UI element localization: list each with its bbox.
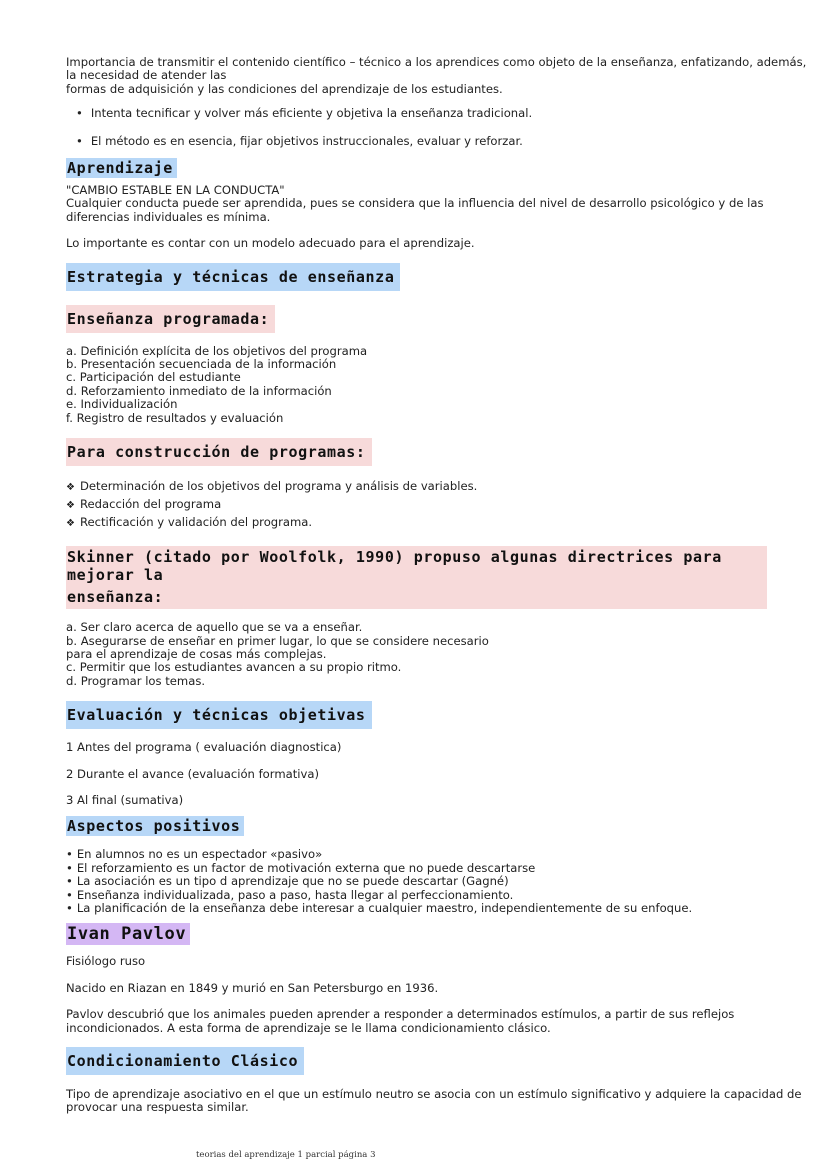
skinner-list: [66, 621, 808, 688]
list-item: 3 Al final (sumativa): [66, 792, 184, 807]
list-item: f. Registro de resultados y evaluación: [66, 410, 284, 425]
intro-paragraph-a: Importancia de transmitir el contenido científico – técnico a los aprendices como objeto de la enseñanza, enfatizando, además, la necesidad de atender las: [66, 55, 807, 83]
list-item: a. Definición explícita de los objetivos del programa: [66, 343, 368, 358]
list-item: c. Permitir que los estudiantes avancen a su propio ritmo.: [66, 660, 402, 675]
intro-paragraph-b: formas de adquisición y las condiciones del aprendizaje de los estudiantes.: [66, 81, 503, 96]
heading-ensenanza-programada: Enseñanza programada:: [66, 305, 275, 333]
list-item: • El reforzamiento es un factor de motivación externa que no puede descartarse: [66, 862, 808, 875]
heading-aprendizaje: Aprendizaje: [66, 158, 177, 178]
intro-bullet-list: [66, 107, 808, 148]
heading-aspectos-positivos: Aspectos positivos: [66, 816, 244, 836]
heading-skinner: [66, 546, 767, 609]
list-item: • En alumnos no es un espectador «pasivo»: [66, 848, 808, 861]
aprendizaje-text: Cualquier conducta puede ser aprendida, pues se considera que la influencia del nivel de desarrollo psicológico y de las diferencias individuales es mínima.: [66, 196, 764, 224]
list-item: • La planificación de la enseñanza debe interesar a cualquier maestro, independientemente de su enfoque.: [66, 902, 808, 915]
list-item: ❖ Determinación de los objetivos del programa y análisis de variables.: [66, 478, 808, 496]
construccion-list: [66, 478, 808, 532]
list-item: ❖ Rectificación y validación del programa.: [66, 514, 808, 532]
list-item: a. Ser claro acerca de aquello que se va a enseñar.: [66, 620, 363, 635]
document-page: [66, 56, 808, 1115]
list-item: c. Participación del estudiante: [66, 370, 241, 385]
list-item: • Enseñanza individualizada, paso a paso, hasta llegar al perfeccionamiento.: [66, 889, 808, 902]
heading-ivan-pavlov: Ivan Pavlov: [66, 923, 190, 945]
heading-condicionamiento-clasico: Condicionamiento Clásico: [66, 1047, 304, 1075]
heading-skinner-line-2: enseñanza:: [67, 588, 164, 607]
list-item: ❖ Redacción del programa: [66, 496, 808, 514]
page-footer: teorias del aprendizaje 1 parcial página 3: [196, 1150, 376, 1160]
aprendizaje-quote: "CAMBIO ESTABLE EN LA CONDUCTA": [66, 183, 285, 198]
pavlov-text-2: Nacido en Riazan en 1849 y murió en San Petersburgo en 1936.: [66, 980, 439, 995]
list-item: • El método es en esencia, fijar objetivos instruccionales, evaluar y reforzar.: [76, 135, 808, 148]
heading-estrategia: Estrategia y técnicas de enseñanza: [66, 263, 400, 291]
programada-list: [66, 345, 808, 425]
heading-evaluacion: Evaluación y técnicas objetivas: [66, 701, 372, 729]
pavlov-text-3: Pavlov descubrió que los animales pueden aprender a responder a determinados estímulos, a partir de sus reflejos incondicionados. A esta forma de aprendizaje se le llama condicionamiento clásico.: [66, 1007, 735, 1035]
list-item: d. Reforzamiento inmediato de la información: [66, 383, 332, 398]
list-item: b. Asegurarse de enseñar en primer lugar, lo que se considere necesario: [66, 633, 489, 648]
positivos-list: [66, 848, 808, 915]
evaluacion-list: [66, 741, 808, 807]
heading-skinner-line-1: Skinner (citado por Woolfolk, 1990) propuso algunas directrices para mejorar la: [67, 548, 722, 585]
aprendizaje-text-2: Lo importante es contar con un modelo adecuado para el aprendizaje.: [66, 236, 475, 251]
list-item: • Intenta tecnificar y volver más eficiente y objetiva la enseñanza tradicional.: [76, 107, 808, 120]
heading-construccion-programas: Para construcción de programas:: [66, 438, 372, 466]
clasico-text: Tipo de aprendizaje asociativo en el que un estímulo neutro se asocia con un estímulo significativo y adquiere la capacidad de provocar una respuesta similar.: [66, 1087, 802, 1115]
list-item: d. Programar los temas.: [66, 673, 206, 688]
list-item: b. Presentación secuenciada de la información: [66, 357, 337, 372]
list-item: • La asociación es un tipo d aprendizaje que no se puede descartar (Gagné): [66, 875, 808, 888]
list-item: 2 Durante el avance (evaluación formativa): [66, 766, 319, 781]
list-item: 1 Antes del programa ( evaluación diagnostica): [66, 740, 342, 755]
pavlov-text-1: Fisiólogo ruso: [66, 954, 146, 969]
list-item: e. Individualización: [66, 397, 178, 412]
list-item: para el aprendizaje de cosas más complejas.: [66, 646, 327, 661]
